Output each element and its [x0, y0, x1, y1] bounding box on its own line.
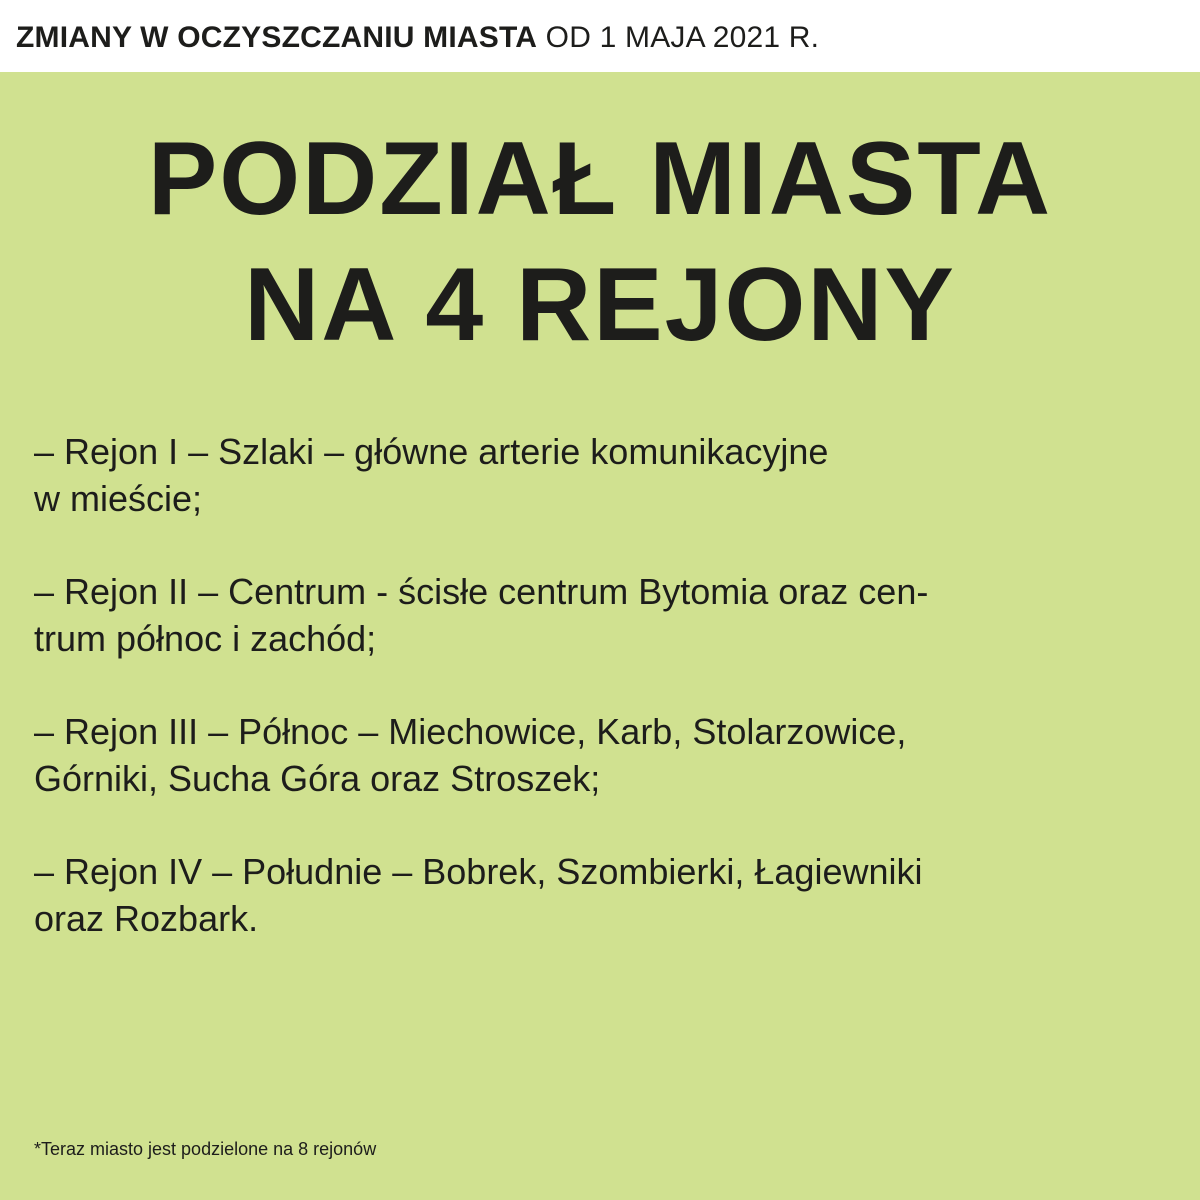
- region-item-line: – Rejon III – Północ – Miechowice, Karb, Stolarzowice,: [34, 711, 907, 752]
- region-item-3: [34, 708, 1144, 802]
- region-item-line: trum północ i zachód;: [34, 618, 377, 659]
- region-item-line: w mieście;: [34, 478, 203, 519]
- header-title-bold: ZMIANY W OCZYSZCZANIU MIASTA: [16, 21, 538, 54]
- header-title-date: OD 1 MAJA 2021 R.: [545, 21, 820, 54]
- regions-list: [34, 428, 1144, 988]
- header-title: [16, 18, 819, 58]
- region-item-1: [34, 428, 1144, 522]
- region-item-line: – Rejon I – Szlaki – główne arterie komunikacyjne: [34, 431, 829, 472]
- footnote: *Teraz miasto jest podzielone na 8 rejonów: [34, 1139, 377, 1159]
- region-item-4: [34, 848, 1144, 942]
- headline-line-1: PODZIAŁ MIASTA: [147, 121, 1053, 237]
- region-item-2: [34, 568, 1144, 662]
- headline-line-2: NA 4 REJONY: [244, 247, 956, 363]
- headline: [0, 116, 1200, 368]
- region-item-line: Górniki, Sucha Góra oraz Stroszek;: [34, 758, 601, 799]
- header-bar: [0, 0, 1200, 72]
- region-item-line: oraz Rozbark.: [34, 898, 259, 939]
- region-item-line: – Rejon IV – Południe – Bobrek, Szombierki, Łagiewniki: [34, 851, 923, 892]
- region-item-line: – Rejon II – Centrum - ścisłe centrum Bytomia oraz cen-: [34, 571, 929, 612]
